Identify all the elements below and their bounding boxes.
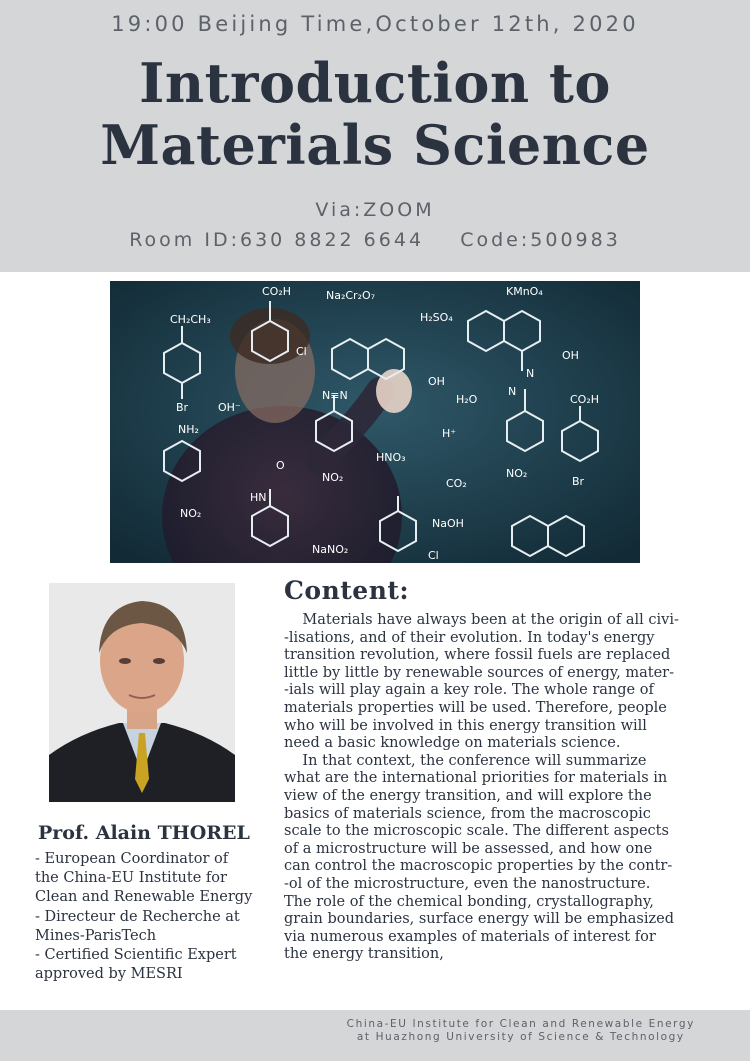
footer-institution <box>347 1018 695 1044</box>
speaker-role-line: - European Coordinator of <box>35 851 229 867</box>
content-line: need a basic knowledge on materials science. <box>284 735 621 752</box>
chem-label: NO₂ <box>180 507 202 520</box>
chem-label: H⁺ <box>442 427 457 440</box>
chem-label: OH⁻ <box>218 401 241 414</box>
footer-band <box>0 1010 750 1061</box>
chem-label: CO₂H <box>262 285 292 298</box>
chem-label: NaOH <box>432 517 464 530</box>
content-line: The role of the chemical bonding, crystallography, <box>284 893 654 910</box>
content-body <box>284 612 724 964</box>
chem-label: KMnO₄ <box>506 285 543 298</box>
content-line: In that context, the conference will summarize <box>284 752 647 769</box>
content-line: -ials will play again a key role. The whole range of <box>284 682 654 699</box>
content-line: via numerous examples of materials of interest for <box>284 928 656 945</box>
content-line: transition revolution, where fossil fuels are replaced <box>284 647 671 664</box>
content-line: materials properties will be used. Therefore, people <box>284 699 667 716</box>
chem-label: OH <box>428 375 445 388</box>
chem-label: NaNO₂ <box>312 543 349 556</box>
content-line: of a microstructure will be assessed, and how one <box>284 840 653 857</box>
chem-label: N <box>526 367 535 380</box>
chem-label: HN <box>250 491 267 504</box>
content-line: grain boundaries, surface energy will be emphasized <box>284 911 674 928</box>
chem-label: NO₂ <box>506 467 528 480</box>
chem-label: H₂O <box>456 393 478 406</box>
header-band <box>0 0 750 272</box>
speaker-role-line: Clean and Renewable Energy <box>35 889 253 906</box>
content-line: -ol of the microstructure, even the nanostructure. <box>284 875 651 892</box>
chem-label: H₂SO₄ <box>420 311 453 324</box>
chem-label: Br <box>572 475 585 488</box>
content-line: little by little by renewable sources of energy, mater- <box>284 664 675 681</box>
speaker-roles <box>35 850 275 984</box>
footer-line-1: China-EU Institute for Clean and Renewable Energy <box>346 1018 695 1030</box>
title-line-2: Materials Science <box>100 113 650 177</box>
content-line: the energy transition, <box>284 946 444 963</box>
chem-label: CO₂H <box>570 393 600 406</box>
meeting-platform: Via:ZOOM <box>315 199 435 221</box>
eye-right <box>153 658 165 664</box>
speaker-role-line: approved by MESRI <box>35 966 183 983</box>
chem-label: N≡N <box>322 389 348 402</box>
room-id: Room ID:630 8822 6644 <box>129 229 425 251</box>
footer-line-2: at Huazhong University of Science & Technology <box>356 1031 685 1043</box>
chemistry-board-image <box>110 281 640 563</box>
speaker-role-line: - Directeur de Recherche at <box>35 908 240 925</box>
content-line: can control the macroscopic properties by the contr- <box>284 858 673 875</box>
chem-label: Na₂Cr₂O₇ <box>326 289 376 302</box>
chem-label: CO₂ <box>446 477 467 490</box>
chem-label: HNO₃ <box>376 451 406 464</box>
chem-label: Cl <box>296 345 307 358</box>
chem-label: OH <box>562 349 579 362</box>
eye-left <box>119 658 131 664</box>
chem-label: Cl <box>428 549 439 562</box>
speaker-role-line: - Certified Scientific Expert <box>35 947 237 964</box>
content-line: -lisations, and of their evolution. In today's energy <box>284 629 655 646</box>
content-line: view of the energy transition, and will explore the <box>284 787 652 804</box>
chem-label: NO₂ <box>322 471 344 484</box>
meeting-code: Code:500983 <box>460 229 621 251</box>
speaker-role-line: the China-EU Institute for <box>35 870 227 887</box>
chem-label: N <box>508 385 517 398</box>
chem-label: CH₂CH₃ <box>170 313 211 326</box>
content-heading: Content: <box>284 576 410 605</box>
content-line: what are the international priorities for materials in <box>284 770 668 787</box>
chem-label: Br <box>176 401 189 414</box>
content-line: basics of materials science, from the macroscopic <box>284 805 651 822</box>
page-title <box>0 52 750 176</box>
chem-label: NH₂ <box>178 423 199 436</box>
chem-label: O <box>276 459 285 472</box>
content-line: Materials have always been at the origin of all civi- <box>284 612 679 628</box>
speaker-photo <box>49 583 235 802</box>
content-line: who will be involved in this energy transition will <box>284 717 647 734</box>
speaker-role-line: Mines-ParisTech <box>35 927 157 944</box>
content-line: scale to the microscopic scale. The different aspects <box>284 823 669 840</box>
title-line-1: Introduction to <box>139 51 611 115</box>
meeting-credentials <box>0 229 750 251</box>
event-datetime: 19:00 Beijing Time,October 12th, 2020 <box>111 12 639 36</box>
speaker-name: Prof. Alain THOREL <box>38 822 250 844</box>
